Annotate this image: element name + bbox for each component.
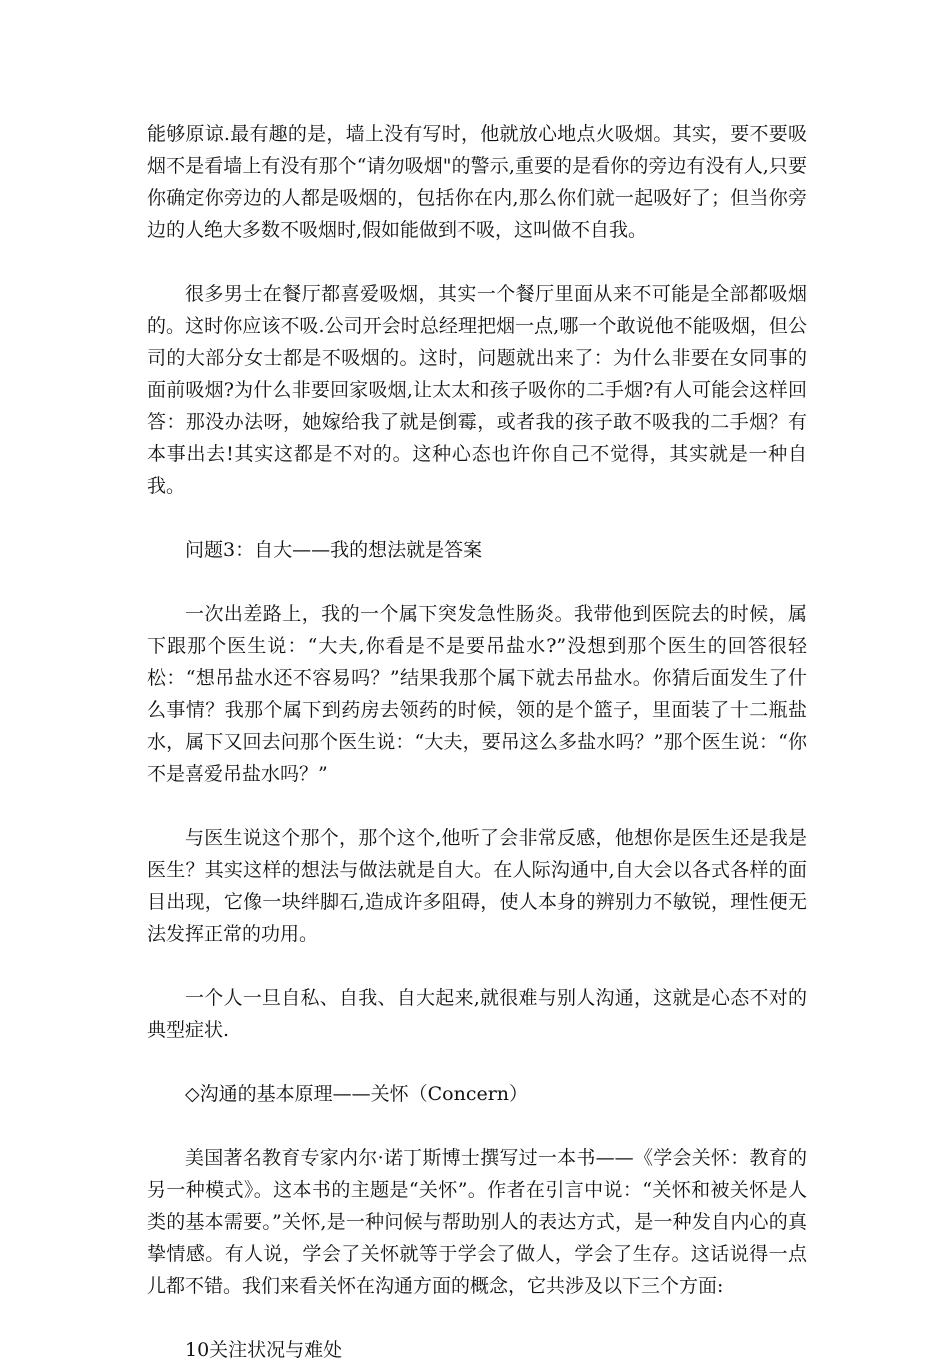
paragraph-doctor-reaction: 与医生说这个那个，那个这个,他听了会非常反感，他想你是医生还是我是医生？其实这样的想法与做法就是自大。在人际沟通中,自大会以各式各样的面目出现，它像一块绊脚石,造成许多阻碍，使人本身的辨别力不敏锐，理性便无法发挥正常的功用。	[147, 827, 807, 945]
section-heading-arrogance: 问题3：自大——我的想法就是答案	[185, 539, 483, 561]
subheading-attention: 10关注状况与难处	[185, 1339, 343, 1361]
paragraph-smoking-wall-sign: 能够原谅.最有趣的是，墙上没有写时，他就放心地点火吸烟。其实，要不要吸烟不是看墙上有没有那个“请勿吸烟"的警示,重要的是看你的旁边有没有人,只要你确定你旁边的人都是吸烟的，包括你在内,那么你们就一起吸好了；但当你旁边的人绝大多数不吸烟时,假如能做到不吸，这叫做不自我。	[147, 123, 807, 241]
document-body	[147, 118, 807, 1366]
paragraph-restaurant-smoking: 很多男士在餐厅都喜爱吸烟，其实一个餐厅里面从来不可能是全部都吸烟的。这时你应该不吸.公司开会时总经理把烟一点,哪一个敢说他不能吸烟，但公司的大部分女士都是不吸烟的。这时，问题就出来了：为什么非要在女同事的面前吸烟?为什么非要回家吸烟,让太太和孩子吸你的二手烟?有人可能会这样回答：那没办法呀，她嫁给我了就是倒霉，或者我的孩子敢不吸我的二手烟？有本事出去!其实这都是不对的。这种心态也许你自己不觉得，其实就是一种自我。	[147, 283, 807, 497]
paragraph-noddings-book: 美国著名教育专家内尔·诺丁斯博士撰写过一本书——《学会关怀：教育的另一种模式》。这本书的主题是“关怀”。作者在引言中说：“关怀和被关怀是人类的基本需要。”关怀,是一种问候与帮助别人的表达方式，是一种发自内心的真挚情感。有人说，学会了关怀就等于学会了做人，学会了生存。这话说得一点儿都不错。我们来看关怀在沟通方面的概念，它共涉及以下三个方面:	[147, 1147, 807, 1297]
section-heading-concern: ◇沟通的基本原理——关怀（Concern）	[185, 1083, 529, 1105]
paragraph-hospital-story: 一次出差路上，我的一个属下突发急性肠炎。我带他到医院去的时候，属下跟那个医生说：“大夫,你看是不是要吊盐水?”没想到那个医生的回答很轻松：“想吊盐水还不容易吗？”结果我那个属下就去吊盐水。你猜后面发生了什么事情？我那个属下到药房去领药的时候，领的是个篮子，里面装了十二瓶盐水，属下又回去问那个医生说：“大夫，要吊这么多盐水吗？”那个医生说：“你不是喜爱吊盐水吗？”	[147, 603, 807, 785]
paragraph-symptoms: 一个人一旦自私、自我、自大起来,就很难与别人沟通，这就是心态不对的典型症状.	[147, 987, 807, 1041]
